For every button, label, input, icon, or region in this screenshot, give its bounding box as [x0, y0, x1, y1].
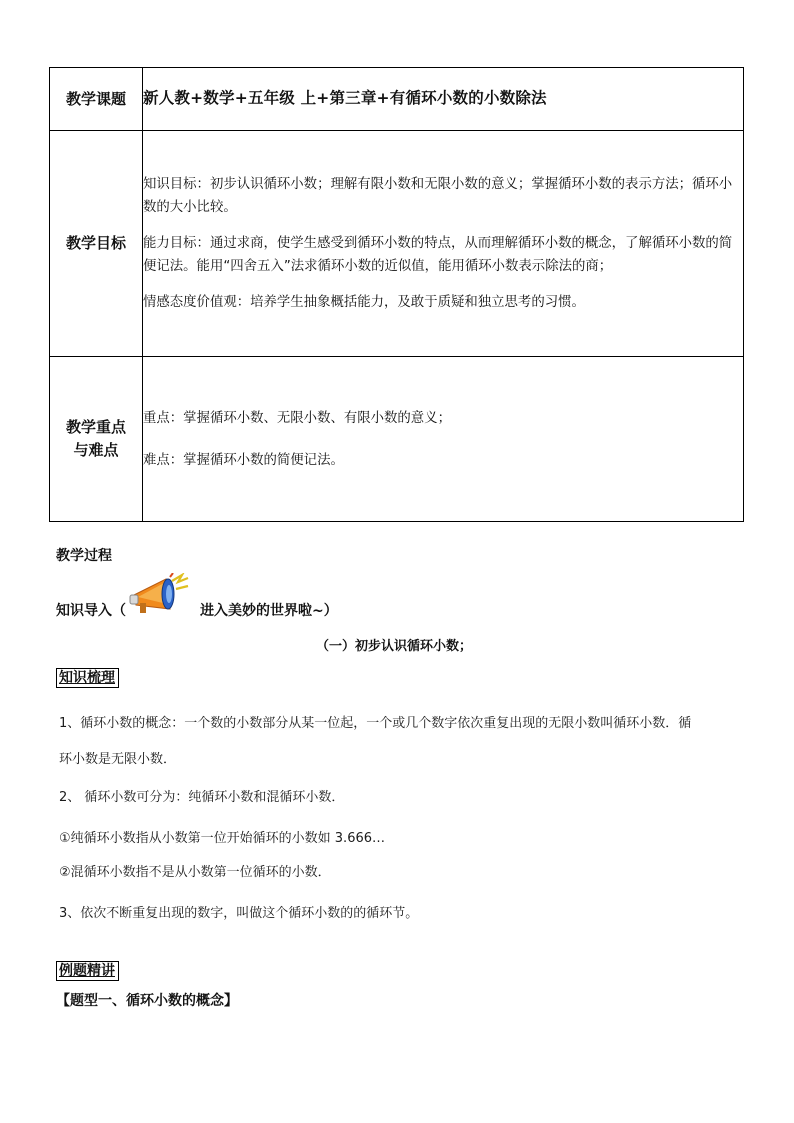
examples-heading: 例题精讲	[56, 961, 119, 981]
objectives-content	[143, 131, 744, 357]
label-objectives: 教学目标	[50, 131, 143, 357]
lesson-topic-value	[143, 68, 744, 131]
knowledge-point-2: 2、 循环小数可分为：纯循环小数和混循环小数．	[59, 790, 345, 805]
objective-ability: 能力目标：通过求商，使学生感受到循环小数的特点，从而理解循环小数的概念，了解循环小数的简便记法。能用“四舍五入”法求循环小数的近似值，能用循环小数表示除法的商；	[143, 236, 733, 274]
process-heading: 教学过程	[56, 548, 112, 564]
keypoint-focus: 重点：掌握循环小数、无限小数、有限小数的意义；	[143, 410, 451, 426]
intro-suffix: 进入美妙的世界啦~）	[200, 603, 338, 619]
knowledge-heading-box	[56, 667, 119, 687]
question-type-1-heading: 【题型一、循环小数的概念】	[56, 993, 238, 1009]
knowledge-point-2a: ①纯循环小数指从小数第一位开始循环的小数如 3.666…	[59, 831, 386, 846]
examples-heading-box	[56, 960, 119, 980]
objective-knowledge: 知识目标：初步认识循环小数；理解有限小数和无限小数的意义；掌握循环小数的表示方法；循环小数的大小比较。	[143, 177, 733, 215]
knowledge-point-2b: ②混循环小数指不是从小数第一位循环的小数．	[59, 865, 331, 880]
table-row-title	[50, 68, 744, 131]
knowledge-point-3: 3、依次不断重复出现的数字，叫做这个循环小数的的循环节。	[59, 906, 419, 921]
knowledge-point-1-line1: 1、循环小数的概念：一个数的小数部分从某一位起，一个或几个数字依次重复出现的无限小数叫循环小数．循	[59, 716, 692, 731]
label-keypoints-line1: 教学重点	[65, 418, 126, 436]
keypoint-difficulty: 难点：掌握循环小数的简便记法。	[143, 452, 344, 468]
intro-prefix: 知识导入（	[56, 603, 126, 619]
label-keypoints	[50, 357, 143, 522]
section-subheading: （一）初步认识循环小数；	[316, 639, 473, 654]
knowledge-heading: 知识梳理	[56, 668, 119, 688]
megaphone-icon	[126, 573, 200, 617]
objective-attitude: 情感态度价值观：培养学生抽象概括能力，及敢于质疑和独立思考的习惯。	[143, 295, 585, 310]
table-row-objectives	[50, 131, 744, 357]
lesson-plan-table	[49, 67, 744, 522]
keypoints-content	[143, 357, 744, 522]
label-lesson-topic: 教学课题	[50, 68, 143, 131]
knowledge-point-1-line2: 环小数是无限小数．	[59, 752, 177, 767]
label-keypoints-line2: 与难点	[73, 441, 119, 459]
lesson-topic-text: 新人教+数学+五年级 上+第三章+有循环小数的小数除法	[143, 89, 547, 107]
table-row-keypoints	[50, 357, 744, 522]
